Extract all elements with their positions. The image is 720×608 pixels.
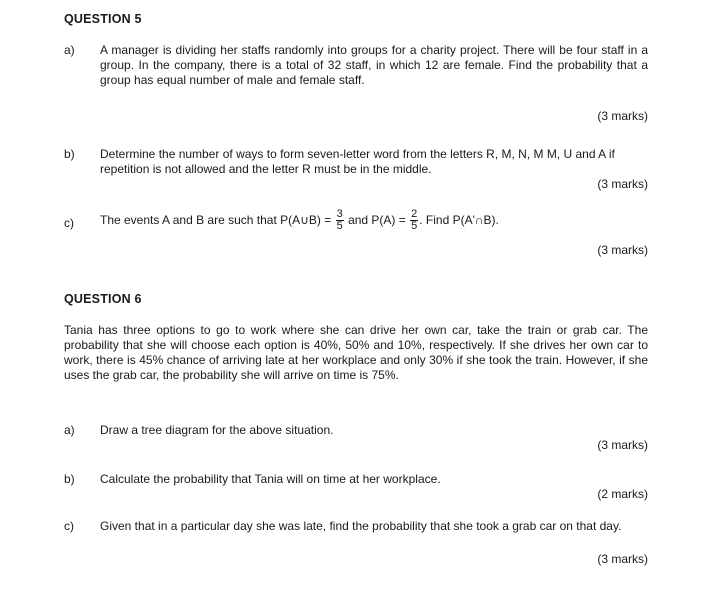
q5-part-b-marks: (3 marks)	[597, 177, 648, 191]
q5-part-a-text: A manager is dividing her staffs randomly into groups for a charity project. There will be four staff in a group. In the company, there is a total of 32 staff, in which 12 are female. Find the probability that a group has equal number of male and female staff.	[100, 43, 648, 87]
q5-part-b-text: Determine the number of ways to form seven-letter word from the letters R, M, N, M M, U and A if repetition is not allowed and the letter R must be in the middle.	[100, 147, 615, 176]
fraction-numerator: 2	[411, 208, 418, 221]
question-5-heading: QUESTION 5	[64, 12, 142, 26]
fraction-denominator: 5	[411, 220, 418, 233]
q6-part-a-label: a)	[64, 423, 75, 437]
question-6-heading: QUESTION 6	[64, 292, 142, 306]
fraction-denominator: 5	[336, 220, 343, 233]
q5-c-text-after: . Find P(A'∩B).	[419, 213, 499, 227]
q5-part-a-marks: (3 marks)	[597, 109, 648, 123]
q5-part-c-text	[100, 207, 660, 233]
q6-intro-text: Tania has three options to go to work where she can drive her own car, take the train or grab car. The probability that she will choose each option is 40%, 50% and 10%, respectively. If she drives her own car to work, there is 45% chance of arriving late at her workplace and only 30% if she took the train. However, if she uses the grab car, the probability she will arrive on time is 75%.	[64, 323, 648, 382]
q6-part-b-marks: (2 marks)	[597, 487, 648, 501]
q6-part-c-marks: (3 marks)	[597, 552, 648, 566]
q6-part-a-marks: (3 marks)	[597, 438, 648, 452]
q6-part-b-label: b)	[64, 472, 75, 486]
q6-part-c-text: Given that in a particular day she was late, find the probability that she took a grab car on that day.	[100, 519, 622, 533]
fraction-numerator: 3	[336, 208, 343, 221]
q5-part-c-label: c)	[64, 216, 74, 230]
q5-c-text-mid: and P(A) =	[348, 213, 406, 227]
q5-part-b-label: b)	[64, 147, 75, 161]
q6-part-c-label: c)	[64, 519, 74, 533]
q6-part-b-text: Calculate the probability that Tania will on time at her workplace.	[100, 472, 441, 486]
q5-part-a-label: a)	[64, 43, 75, 57]
q6-part-a-text: Draw a tree diagram for the above situation.	[100, 423, 334, 437]
fraction-p-a-union-b	[336, 209, 344, 232]
q5-part-c-marks: (3 marks)	[597, 243, 648, 257]
q5-c-text-before: The events A and B are such that P(A∪B) =	[100, 213, 332, 227]
fraction-p-a	[410, 209, 418, 232]
